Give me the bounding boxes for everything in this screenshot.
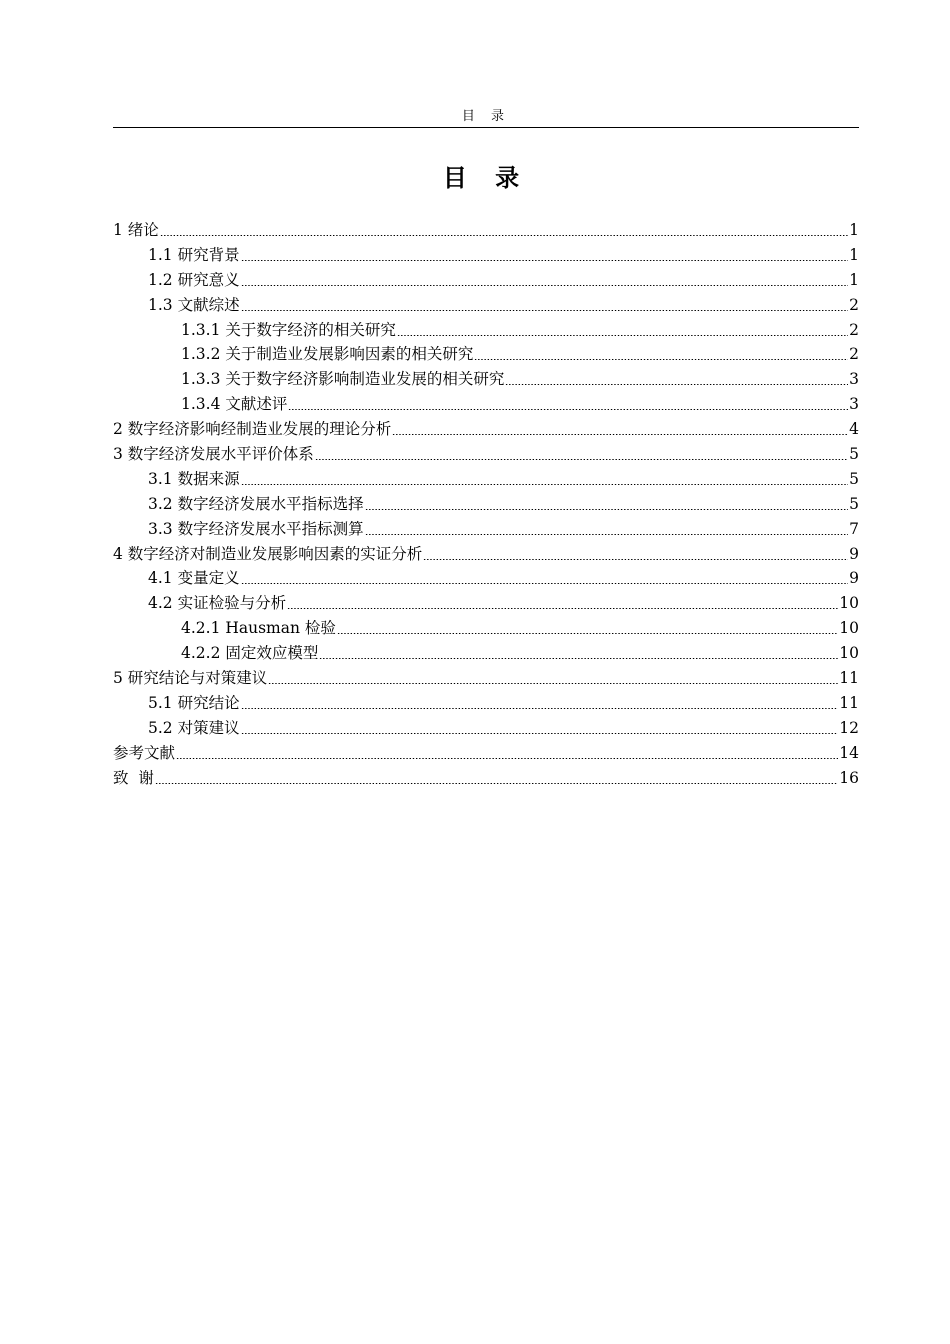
dot-leader bbox=[241, 310, 849, 311]
toc-entry[interactable] bbox=[113, 268, 859, 293]
dot-leader bbox=[319, 658, 838, 659]
toc-entry[interactable] bbox=[113, 691, 859, 716]
dot-leader bbox=[505, 384, 848, 385]
toc-entry-page: 10 bbox=[839, 644, 859, 663]
dot-leader bbox=[176, 758, 838, 759]
dot-leader bbox=[241, 583, 849, 584]
dot-leader bbox=[365, 534, 849, 535]
toc-entry-title: 致 谢 bbox=[113, 768, 154, 787]
dot-leader bbox=[241, 260, 849, 261]
toc-entry-title: 1.3.2 关于制造业发展影响因素的相关研究 bbox=[181, 345, 474, 364]
toc-entry-title: 3.3 数字经济发展水平指标测算 bbox=[148, 519, 364, 538]
toc-entry-title: 1.2 研究意义 bbox=[148, 270, 240, 289]
toc-entry[interactable] bbox=[113, 218, 859, 243]
toc-entry[interactable] bbox=[113, 591, 859, 616]
toc-entry[interactable] bbox=[113, 492, 859, 517]
dot-leader bbox=[241, 708, 839, 709]
toc-entry[interactable] bbox=[113, 666, 859, 691]
dot-leader bbox=[241, 285, 849, 286]
toc-entry-title: 1.3.4 文献述评 bbox=[181, 395, 288, 414]
dot-leader bbox=[160, 235, 848, 236]
toc-entry-page: 5 bbox=[849, 469, 859, 488]
toc-entry-title: 4 数字经济对制造业发展影响因素的实证分析 bbox=[113, 544, 423, 563]
toc-entry-page: 12 bbox=[839, 718, 859, 737]
toc-entry-page: 7 bbox=[849, 519, 859, 538]
dot-leader bbox=[474, 359, 848, 360]
dot-leader bbox=[397, 335, 848, 336]
toc-entry-page: 10 bbox=[839, 594, 859, 613]
toc-entry-title: 5.2 对策建议 bbox=[148, 718, 240, 737]
toc-entry-title: 4.1 变量定义 bbox=[148, 569, 240, 588]
toc-entry-page: 2 bbox=[849, 295, 859, 314]
toc-entry[interactable] bbox=[113, 293, 859, 318]
toc-entry-title: 2 数字经济影响经制造业发展的理论分析 bbox=[113, 420, 392, 439]
dot-leader bbox=[241, 484, 849, 485]
toc-entry[interactable] bbox=[113, 766, 859, 791]
dot-leader bbox=[287, 608, 838, 609]
toc-entry-title: 3 数字经济发展水平评价体系 bbox=[113, 445, 314, 464]
toc-entry-page: 4 bbox=[849, 420, 859, 439]
toc-entry-page: 3 bbox=[849, 395, 859, 414]
toc-entry-title: 1 绪论 bbox=[113, 221, 159, 239]
dot-leader bbox=[268, 683, 838, 684]
toc-entry-page: 9 bbox=[849, 544, 859, 563]
toc-entry[interactable] bbox=[113, 542, 859, 567]
page-title: 目 录 bbox=[442, 164, 530, 192]
toc-entry-page: 11 bbox=[839, 693, 859, 712]
toc-entry-page: 9 bbox=[849, 569, 859, 588]
toc-entry[interactable] bbox=[113, 467, 859, 492]
toc-entry[interactable] bbox=[113, 566, 859, 591]
dot-leader bbox=[365, 509, 849, 510]
toc-entry-page: 11 bbox=[839, 669, 859, 688]
toc-entry[interactable] bbox=[113, 442, 859, 467]
table-of-contents bbox=[113, 218, 859, 790]
toc-entry-page: 1 bbox=[849, 245, 859, 264]
toc-entry[interactable] bbox=[113, 417, 859, 442]
toc-entry-title: 4.2 实证检验与分析 bbox=[148, 594, 287, 613]
dot-leader bbox=[241, 733, 839, 734]
toc-entry-page: 1 bbox=[849, 221, 859, 239]
toc-entry[interactable] bbox=[113, 342, 859, 367]
toc-entry[interactable] bbox=[113, 741, 859, 766]
toc-entry-title: 1.1 研究背景 bbox=[148, 245, 240, 264]
toc-entry-title: 3.2 数字经济发展水平指标选择 bbox=[148, 494, 364, 513]
toc-entry-title: 4.2.1 Hausman 检验 bbox=[181, 619, 336, 638]
toc-entry-title: 3.1 数据来源 bbox=[148, 469, 240, 488]
toc-entry-title: 5.1 研究结论 bbox=[148, 693, 240, 712]
dot-leader bbox=[155, 783, 838, 784]
toc-entry[interactable] bbox=[113, 392, 859, 417]
toc-entry[interactable] bbox=[113, 318, 859, 343]
toc-entry[interactable] bbox=[113, 716, 859, 741]
toc-entry-page: 2 bbox=[849, 345, 859, 364]
toc-entry-page: 1 bbox=[849, 270, 859, 289]
toc-entry-title: 5 研究结论与对策建议 bbox=[113, 669, 268, 688]
toc-entry-page: 16 bbox=[839, 768, 859, 787]
dot-leader bbox=[315, 459, 848, 460]
toc-entry[interactable] bbox=[113, 616, 859, 641]
toc-entry[interactable] bbox=[113, 517, 859, 542]
toc-entry-page: 2 bbox=[849, 320, 859, 339]
toc-entry-page: 3 bbox=[849, 370, 859, 389]
toc-entry-title: 参考文献 bbox=[113, 743, 176, 762]
dot-leader bbox=[288, 409, 848, 410]
toc-entry-page: 10 bbox=[839, 619, 859, 638]
toc-entry-page: 5 bbox=[849, 494, 859, 513]
toc-entry-title: 1.3.3 关于数字经济影响制造业发展的相关研究 bbox=[181, 370, 505, 389]
toc-entry-page: 5 bbox=[849, 445, 859, 464]
dot-leader bbox=[423, 559, 848, 560]
toc-entry-title: 1.3.1 关于数字经济的相关研究 bbox=[181, 320, 396, 339]
toc-entry[interactable] bbox=[113, 367, 859, 392]
toc-entry-page: 14 bbox=[839, 743, 859, 762]
toc-entry[interactable] bbox=[113, 641, 859, 666]
running-header bbox=[113, 107, 859, 128]
toc-entry-title: 1.3 文献综述 bbox=[148, 295, 240, 314]
dot-leader bbox=[392, 434, 848, 435]
toc-entry[interactable] bbox=[113, 243, 859, 268]
dot-leader bbox=[337, 633, 838, 634]
toc-entry-title: 4.2.2 固定效应模型 bbox=[181, 644, 319, 663]
running-header-title: 目 录 bbox=[461, 109, 511, 124]
